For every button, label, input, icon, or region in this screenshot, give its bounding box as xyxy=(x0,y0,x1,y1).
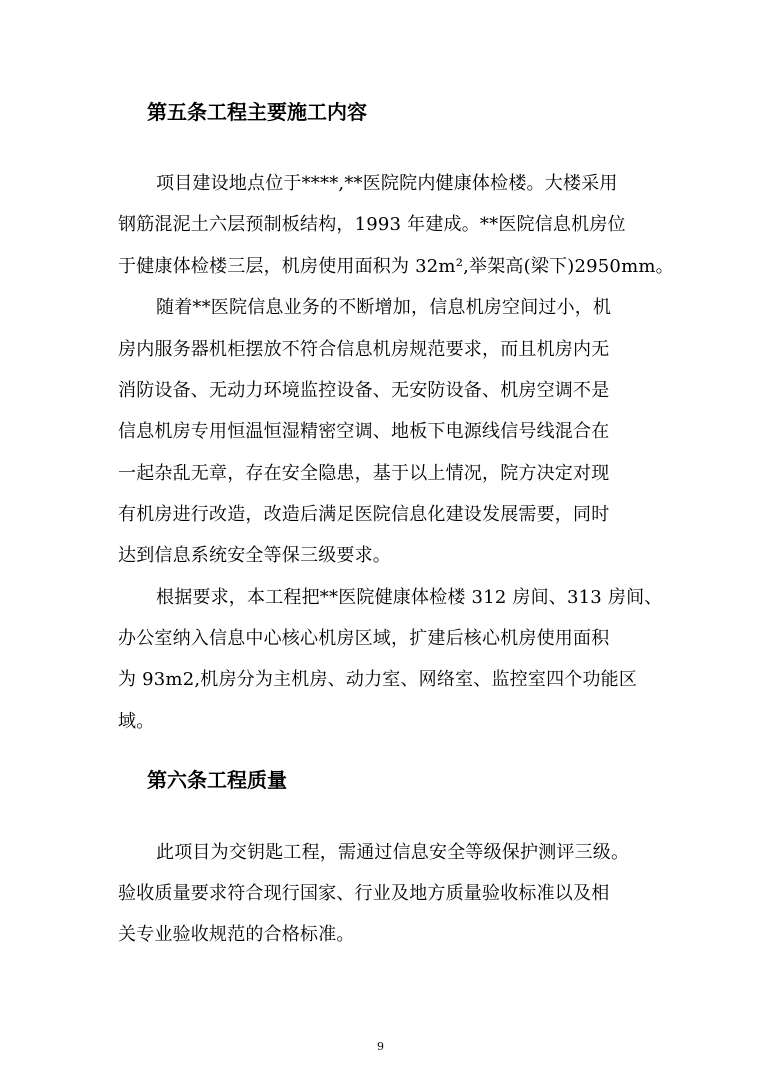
paragraph-line: 验收质量要求符合现行国家、行业及地方质量验收标准以及相 xyxy=(118,883,610,904)
paragraph-line: 根据要求，本工程把**医院健康体检楼 312 房间、313 房间、 xyxy=(156,587,663,608)
page-number: 9 xyxy=(377,1040,384,1053)
paragraph-line: 此项目为交钥匙工程，需通过信息安全等级保护测评三级。 xyxy=(156,842,630,863)
paragraph-line: 达到信息系统安全等保三级要求。 xyxy=(118,545,391,566)
section-5-heading: 第五条工程主要施工内容 xyxy=(147,100,367,124)
paragraph-line: 有机房进行改造，改造后满足医院信息化建设发展需要，同时 xyxy=(118,504,610,525)
paragraph-line: 办公室纳入信息中心核心机房区域，扩建后核心机房使用面积 xyxy=(118,628,610,649)
section-6-heading: 第六条工程质量 xyxy=(147,768,287,792)
paragraph-line: 一起杂乱无章，存在安全隐患，基于以上情况，院方决定对现 xyxy=(118,463,610,484)
paragraph-line: 消防设备、无动力环境监控设备、无安防设备、机房空调不是 xyxy=(118,380,610,401)
paragraph-line: 钢筋混泥土六层预制板结构，1993 年建成。**医院信息机房位 xyxy=(118,214,626,235)
paragraph-line: 域。 xyxy=(118,711,155,732)
paragraph-line: 项目建设地点位于****,**医院院内健康体检楼。大楼采用 xyxy=(156,173,618,194)
paragraph-line: 为 93m2,机房分为主机房、动力室、网络室、监控室四个功能区 xyxy=(118,669,638,690)
paragraph-line: 随着**医院信息业务的不断增加，信息机房空间过小，机 xyxy=(156,297,612,318)
paragraph-line: 信息机房专用恒温恒湿精密空调、地板下电源线信号线混合在 xyxy=(118,421,610,442)
paragraph-line: 于健康体检楼三层，机房使用面积为 32m²,举架高(梁下)2950mm。 xyxy=(118,256,674,277)
paragraph-line: 房内服务器机柜摆放不符合信息机房规范要求，而且机房内无 xyxy=(118,339,610,360)
paragraph-line: 关专业验收规范的合格标准。 xyxy=(118,924,355,945)
